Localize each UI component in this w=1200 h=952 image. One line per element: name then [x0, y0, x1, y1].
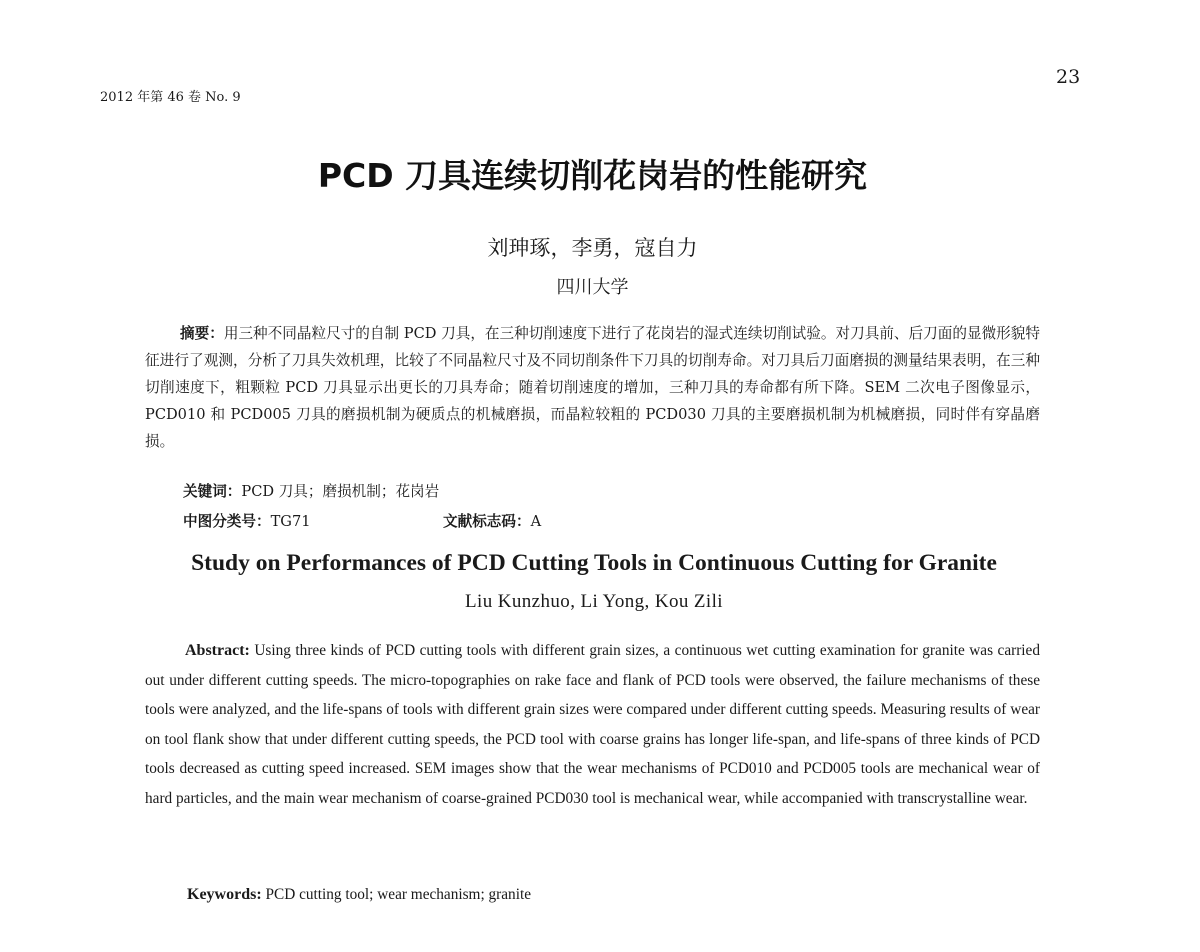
english-abstract	[145, 636, 1040, 814]
chinese-affiliation: 四川大学	[556, 277, 629, 298]
document-code	[443, 510, 541, 531]
english-abstract-label: Abstract:	[185, 642, 250, 659]
clc-value: TG71	[270, 513, 311, 530]
chinese-keywords-text: PCD 刀具；磨损机制；花岗岩	[241, 483, 440, 500]
english-title: Study on Performances of PCD Cutting Tools in Continuous Cutting for Granite	[191, 550, 997, 576]
chinese-keywords-label: 关键词：	[183, 483, 242, 500]
chinese-abstract-text: 用三种不同晶粒尺寸的自制 PCD 刀具，在三种切削速度下进行了花岗岩的湿式连续切削试验。对刀具前、后刀面的显微形貌特征进行了观测，分析了刀具失效机理，比较了不同晶粒尺寸及不同切削条件下刀具的切削寿命。对刀具后刀面磨损的测量结果表明，在三种切削速度下，粗颗粒 PCD 刀具显示出更长的刀具寿命；随着切削速度的增加，三种刀具的寿命都有所下降。SEM 二次电子图像显示，PCD010 和 PCD005 刀具的磨损机制为硬质点的机械磨损，而晶粒较粗的 PCD030 刀具的主要磨损机制为机械磨损，同时伴有穿晶磨损。	[145, 325, 1040, 450]
chinese-authors: 刘珅琢，李勇，寇自力	[487, 236, 698, 260]
document-code-label: 文献标志码：	[443, 513, 531, 530]
clc-label: 中图分类号：	[183, 513, 271, 530]
chinese-title: PCD 刀具连续切削花岗岩的性能研究	[317, 156, 868, 195]
english-keywords	[187, 886, 531, 904]
document-code-value: A	[530, 513, 542, 530]
english-keywords-text: PCD cutting tool; wear mechanism; granite	[265, 886, 531, 903]
english-abstract-text: Using three kinds of PCD cutting tools with different grain sizes, a continuous wet cutting examination for granite was carried out under different cutting speeds. The micro-topographies on rake face and flank of PCD tools were observed, the failure mechanisms of these tools were analyzed, and the life-spans of tools with different grain sizes were compared under different cutting speeds. Measuring results of wear on tool flank show that under different cutting speeds, the PCD tool with coarse grains has longer life-span, and life-spans of three kinds of PCD tools decreased as cutting speed increased. SEM images show that the wear mechanisms of PCD010 and PCD005 tools are mechanical wear of hard particles, and the main wear mechanism of coarse-grained PCD030 tool is mechanical wear, while accompanied with transcrystalline wear.	[145, 642, 1040, 807]
chinese-keywords	[183, 480, 439, 501]
journal-issue: 2012 年第 46 卷 No. 9	[100, 90, 241, 105]
english-authors: Liu Kunzhuo, Li Yong, Kou Zili	[465, 591, 723, 612]
chinese-abstract	[145, 320, 1040, 455]
english-keywords-label: Keywords:	[187, 886, 262, 903]
clc-number	[183, 510, 311, 531]
chinese-abstract-label: 摘要：	[180, 325, 224, 342]
page-number: 23	[1056, 66, 1081, 88]
